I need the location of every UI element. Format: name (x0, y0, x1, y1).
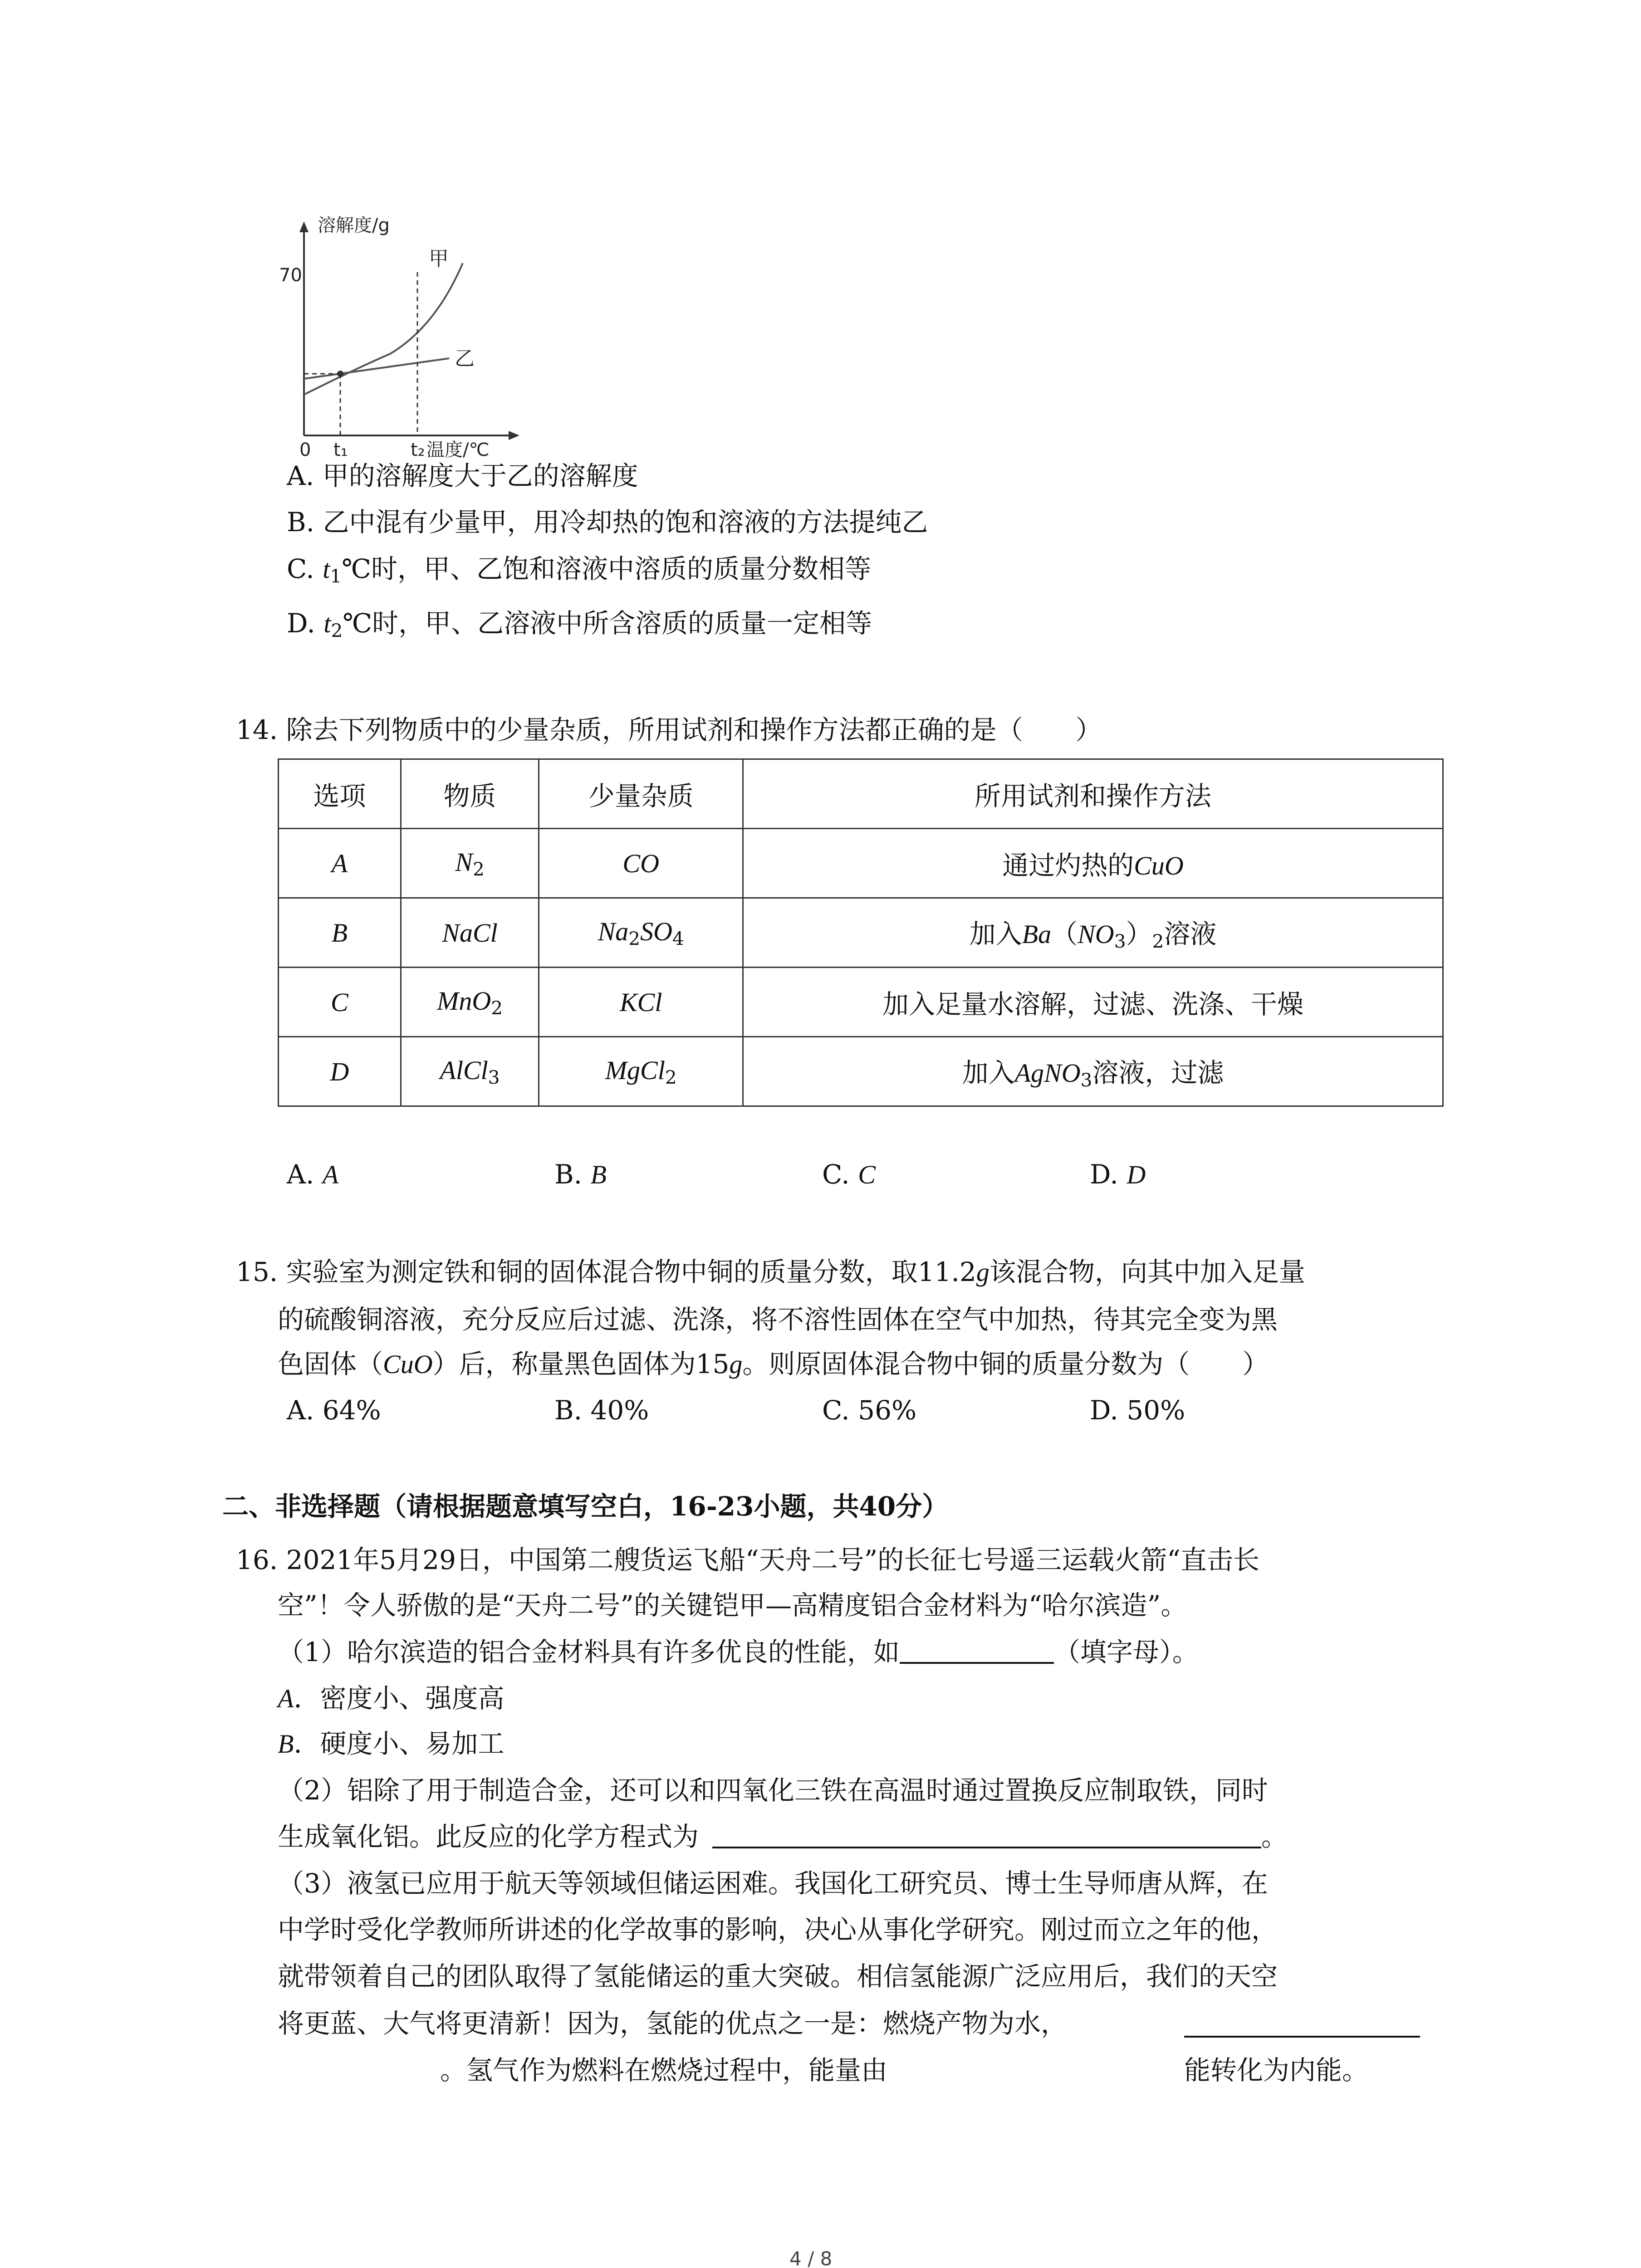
q13-c-t: t (323, 554, 330, 584)
row-d-impurity (539, 1037, 743, 1106)
series-jia-label: 甲 (429, 247, 449, 270)
row-d-option: D (279, 1037, 401, 1106)
row-b-imp-mid: SO (640, 916, 672, 946)
row-b-impurity (539, 898, 743, 968)
header-method: 所用试剂和操作方法 (743, 759, 1443, 829)
q15-l3-num: 15 (696, 1349, 730, 1379)
q16-part3-line-5b: 能转化为内能。 (1184, 2055, 1369, 2086)
q16-opt-a-letter: A (278, 1684, 294, 1713)
row-b-imp-base: Na (598, 916, 629, 946)
row-c-substance (401, 968, 539, 1037)
q16-option-b (278, 1730, 504, 1757)
row-a-impurity: CO (539, 829, 743, 898)
q15-line-3 (278, 1351, 1269, 1378)
row-d-imp-n: 2 (665, 1066, 677, 1089)
q15-l3-mid: ）后，称量黑色固体为 (432, 1349, 696, 1379)
table-row (279, 1037, 1443, 1106)
table-header-row (279, 759, 1443, 829)
q13-c-text: ℃时，甲、乙饱和溶液中溶质的质量分数相等 (342, 553, 872, 584)
q16-p2-end: 。 (1261, 1821, 1288, 1852)
q16-opt-b-letter: B (278, 1729, 294, 1759)
q15-l1-post: 该混合物，向其中加入足量 (989, 1256, 1305, 1287)
chart-y70: 70 (279, 265, 302, 286)
q16-option-a (278, 1685, 504, 1712)
q16-opt-a-text: ．密度小、强度高 (294, 1683, 505, 1714)
q16-part3-line-1: （3）液氢已应用于航天等领域但储运困难。我国化工研究员、博士生导师唐从辉，在 (278, 1868, 1268, 1899)
q16-part3-line-3: 就带领着自己的团队取得了氢能储运的重大突破。相信氢能源广泛应用后，我们的天空 (278, 1961, 1278, 1992)
table-row (279, 829, 1443, 898)
q13-option-c (287, 553, 872, 587)
row-c-sub-base: MnO (437, 986, 491, 1016)
row-d-imp-base: MgCl (605, 1055, 665, 1085)
q15-option-b: B. 40% (554, 1395, 649, 1426)
header-option: 选项 (279, 759, 401, 829)
q14-ans-a-pre: A. (287, 1159, 323, 1190)
q15-line-2: 的硫酸铜溶液，充分反应后过滤、洗涤，将不溶性固体在空气中加热，待其完全变为黑 (278, 1304, 1278, 1335)
page-number: 4 / 8 (789, 2248, 833, 2268)
q14-answer-b (554, 1161, 607, 1188)
row-d-m-n: 3 (1080, 1069, 1092, 1091)
q14-stem: 14. 除去下列物质中的少量杂质，所用试剂和操作方法都正确的是（ ） (236, 714, 1102, 745)
row-a-substance (401, 829, 539, 898)
series-yi-line (304, 358, 449, 379)
row-b-m-n1: 3 (1114, 930, 1126, 953)
q14-ans-b-pre: B. (554, 1159, 591, 1190)
row-b-substance: NaCl (401, 898, 539, 968)
q15-l3-chem: CuO (383, 1349, 433, 1379)
table-row (279, 968, 1443, 1037)
chart-origin: 0 (299, 440, 311, 458)
q16-part3-line-5a: 。氢气作为燃料在燃烧过程中，能量由 (440, 2055, 888, 2086)
q14-ans-b: B (590, 1160, 607, 1189)
q16-line-1: 16. 2021年5月29日，中国第二艘货运飞船“天舟二号”的长征七号遥三运载火箭“直击长 (236, 1545, 1259, 1575)
q14-table (278, 758, 1444, 1107)
row-c-sub-n: 2 (491, 997, 503, 1019)
row-d-sub-n: 3 (488, 1066, 500, 1089)
q15-l1-pre: 15. 实验室为测定铁和铜的固体混合物中铜的质量分数，取 (236, 1256, 918, 1287)
row-b-m-chem2: NO (1078, 919, 1114, 949)
q13-d-prefix: D. (287, 608, 324, 639)
row-c-method: 加入足量水溶解，过滤、洗涤、干燥 (743, 968, 1443, 1037)
chart-t2: t₂ (411, 440, 425, 458)
q15-l3-g: g (729, 1349, 743, 1379)
q16-p2-blank[interactable] (712, 1825, 1261, 1848)
row-d-m-pre: 加入 (962, 1057, 1015, 1089)
chart-ylabel: 溶解度/g (318, 215, 390, 236)
row-b-method (743, 898, 1443, 968)
row-b-m-p2: ） (1126, 919, 1152, 950)
q14-ans-c-pre: C. (822, 1159, 858, 1190)
q15-line-1 (236, 1256, 1305, 1287)
row-a-method (743, 829, 1443, 898)
table-row (279, 898, 1443, 968)
q16-p1-pre: （1）哈尔滨造的铝合金材料具有许多优良的性能，如 (278, 1637, 900, 1667)
q16-part3-line-2: 中学时受化学教师所讲述的化学故事的影响，决心从事化学研究。刚过而立之年的他， (278, 1914, 1278, 1945)
q15-l3-pre: 色固体（ (278, 1349, 383, 1379)
row-a-option: A (279, 829, 401, 898)
q14-answer-d (1090, 1161, 1146, 1188)
q16-part2-line-1: （2）铝除了用于制造合金，还可以和四氧化三铁在高温时通过置换反应制取铁，同时 (278, 1775, 1268, 1806)
q16-line-2: 空”！令人骄傲的是“天舟二号”的关键铠甲—高精度铝合金材料为“哈尔滨造”。 (278, 1590, 1187, 1621)
row-a-sub-n: 2 (472, 858, 485, 880)
row-b-imp-n2: 4 (672, 928, 684, 950)
q15-l3-post: 。则原固体混合物中铜的质量分数为（ ） (742, 1349, 1269, 1379)
row-d-method (743, 1037, 1443, 1106)
row-d-m-post: 溶液，过滤 (1092, 1057, 1224, 1089)
row-b-m-pre: 加入 (969, 919, 1022, 950)
solubility-chart (272, 213, 526, 458)
x-axis-arrow (509, 431, 519, 440)
row-b-option: B (279, 898, 401, 968)
q14-answer-c (822, 1161, 876, 1188)
row-a-method-pre: 通过灼热的 (1002, 850, 1134, 881)
row-b-imp-n1: 2 (628, 928, 641, 950)
q16-opt-b-text: ．硬度小、易加工 (294, 1728, 505, 1759)
row-d-substance (401, 1037, 539, 1106)
q16-p3-l4: 将更蓝、大气将更清新！因为，氢能的优点之一是：燃烧产物为水， (278, 2008, 1068, 2039)
q16-part3-line-4 (278, 2010, 1067, 2037)
q16-part1 (278, 1639, 1199, 1665)
q16-p1-blank[interactable] (900, 1640, 1054, 1664)
header-impurity: 少量杂质 (539, 759, 743, 829)
q13-d-text: ℃时，甲、乙溶液中所含溶质的质量一定相等 (343, 608, 872, 639)
q15-l1-g: g (976, 1257, 989, 1287)
row-c-impurity: KCl (539, 968, 743, 1037)
q15-l1-num: 11.2 (917, 1256, 976, 1287)
q14-ans-d-pre: D. (1090, 1159, 1127, 1190)
q13-d-t: t (323, 609, 331, 638)
row-a-sub-base: N (455, 847, 473, 877)
row-c-option: C (279, 968, 401, 1037)
q14-ans-c: C (858, 1160, 876, 1189)
y-axis-arrow (299, 221, 309, 232)
q13-d-sub: 2 (331, 620, 343, 642)
chart-xlabel: 温度/℃ (426, 440, 490, 458)
q13-option-d (287, 610, 872, 640)
row-b-m-n2: 2 (1152, 930, 1164, 953)
q14-ans-a: A (322, 1160, 339, 1189)
q13-c-sub: 1 (330, 565, 342, 587)
row-a-method-chem: CuO (1134, 851, 1184, 880)
q15-option-d: D. 50% (1090, 1395, 1185, 1426)
q14-ans-d: D (1127, 1160, 1146, 1189)
row-b-m-post: 溶液 (1164, 919, 1217, 950)
row-b-m-p1: （ (1051, 919, 1078, 950)
q16-p3-blank-1[interactable] (1184, 2014, 1420, 2038)
row-d-sub-base: AlCl (440, 1055, 488, 1085)
q15-option-c: C. 56% (822, 1395, 917, 1426)
q15-option-a: A. 64% (287, 1395, 381, 1426)
series-yi-label: 乙 (455, 347, 475, 370)
row-d-m-chem: AgNO (1014, 1058, 1081, 1088)
q16-p2-l2: 生成氧化铝。此反应的化学方程式为 (278, 1821, 699, 1852)
q16-part2-line-2 (278, 1823, 1288, 1850)
q14-answer-a (287, 1161, 338, 1188)
section-2-heading: 二、非选择题（请根据题意填写空白，16-23小题，共40分） (222, 1491, 949, 1522)
row-b-m-chem1: Ba (1022, 919, 1052, 949)
q13-option-a: A. 甲的溶解度大于乙的溶解度 (287, 460, 638, 491)
q16-p1-post: （填字母）。 (1053, 1637, 1199, 1667)
q13-c-prefix: C. (287, 553, 323, 584)
chart-t1: t₁ (333, 440, 348, 458)
header-substance: 物质 (401, 759, 539, 829)
q13-option-b: B. 乙中混有少量甲，用冷却热的饱和溶液的方法提纯乙 (287, 507, 928, 538)
